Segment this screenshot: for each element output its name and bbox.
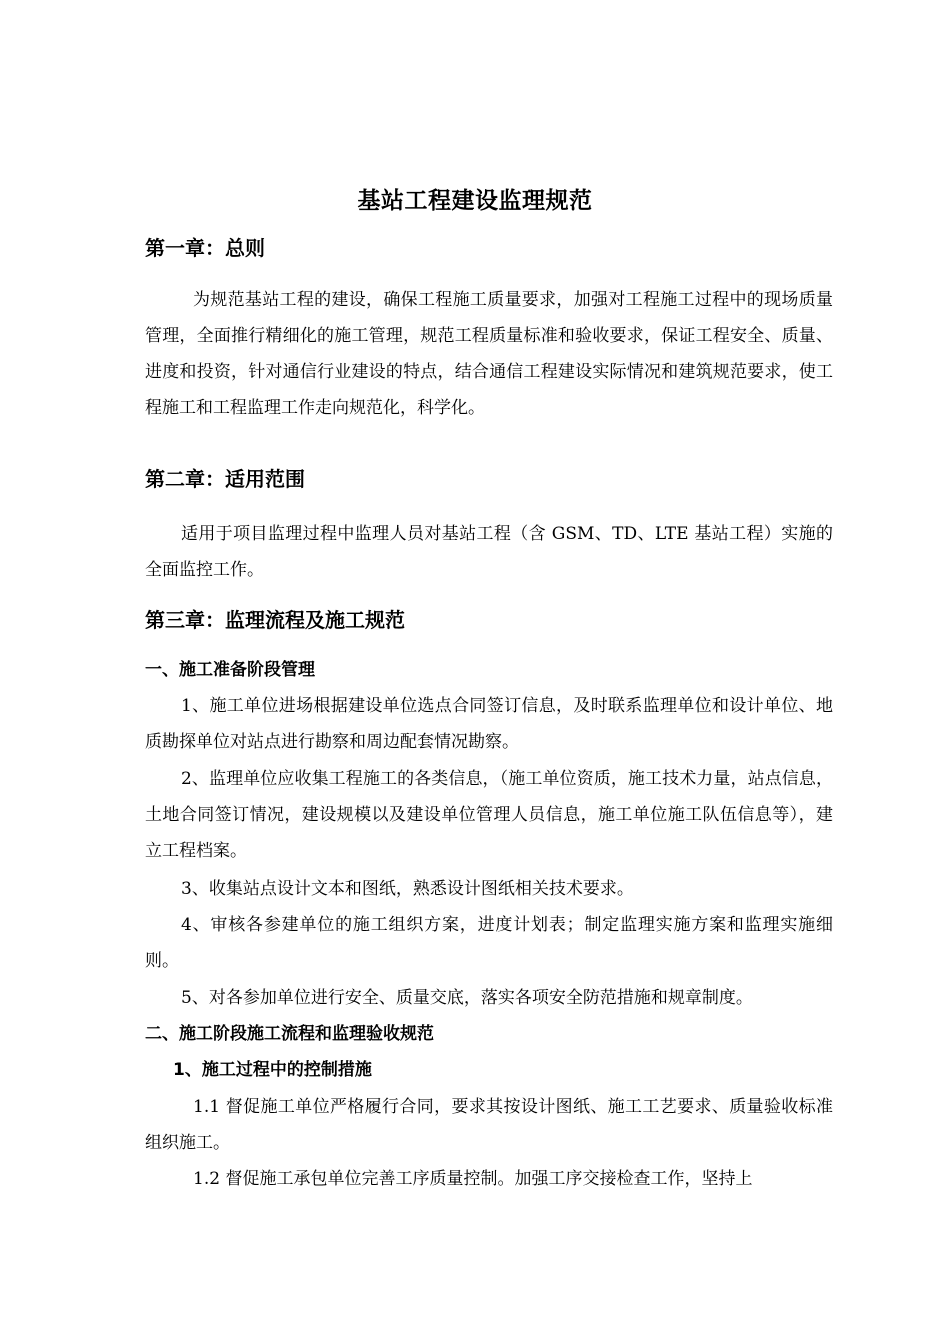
chapter-1-body: 为规范基站工程的建设，确保工程施工质量要求，加强对工程施工过程中的现场质量管理，全面推行精细化的施工管理，规范工程质量标准和验收要求，保证工程安全、质量、进度和投资，针对通信行业建设的特点，结合通信工程建设实际情况和建筑规范要求，使工程施工和工程监理工作走向规范化，科学化。 <box>145 290 833 418</box>
section-1-item-2: 2、监理单位应收集工程施工的各类信息，（施工单位资质，施工技术力量，站点信息，土地合同签订情况，建设规模以及建设单位管理人员信息，施工单位施工队伍信息等），建立工程档案。 <box>145 769 833 861</box>
section-1-item-3: 3、收集站点设计文本和图纸，熟悉设计图纸相关技术要求。 <box>181 879 634 899</box>
chapter-1-heading: 第一章：总则 <box>145 236 265 260</box>
chapter-2-body: 适用于项目监理过程中监理人员对基站工程（含 GSM、TD、LTE 基站工程）实施的全面监控工作。 <box>145 524 833 580</box>
section-1-item-5: 5、对各参加单位进行安全、质量交底，落实各项安全防范措施和规章制度。 <box>181 988 753 1008</box>
chapter-3-heading: 第三章：监理流程及施工规范 <box>145 608 405 632</box>
subsection-1-item-2: 1.2 督促施工承包单位完善工序质量控制。加强工序交接检查工作，坚持上 <box>193 1169 753 1189</box>
subsection-1-heading: 1、施工过程中的控制措施 <box>173 1060 372 1080</box>
section-1-item-4: 4、审核各参建单位的施工组织方案，进度计划表；制定监理实施方案和监理实施细则。 <box>145 915 833 971</box>
section-2-heading: 二、施工阶段施工流程和监理验收规范 <box>145 1024 434 1044</box>
document-title: 基站工程建设监理规范 <box>357 188 593 214</box>
subsection-1-item-1: 1.1 督促施工单位严格履行合同，要求其按设计图纸、施工工艺要求、质量验收标准组织施工。 <box>145 1097 833 1153</box>
section-1-heading: 一、施工准备阶段管理 <box>145 660 315 680</box>
section-1-item-1: 1、施工单位进场根据建设单位选点合同签订信息，及时联系监理单位和设计单位、地质勘探单位对站点进行勘察和周边配套情况勘察。 <box>145 696 833 752</box>
chapter-2-heading: 第二章：适用范围 <box>145 467 305 491</box>
